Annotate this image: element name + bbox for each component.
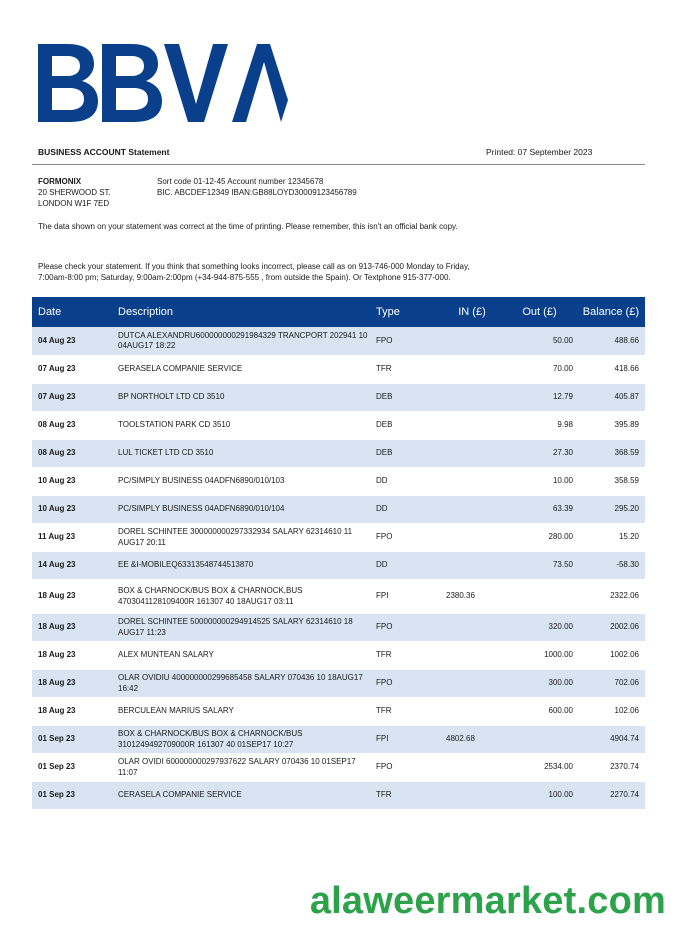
row-date: 10 Aug 23 xyxy=(38,504,76,514)
table-row xyxy=(32,384,645,412)
row-description: BOX & CHARNOCK/BUS BOX & CHARNOCK/BUS 3101249492709000R 161307 40 01SEP17 10:27 xyxy=(118,729,303,749)
header-description: Description xyxy=(118,306,174,318)
row-description: LUL TICKET LTD CD 3510 xyxy=(118,448,214,458)
row-out: 2534.00 xyxy=(544,762,573,772)
row-out: 63.39 xyxy=(552,504,573,514)
row-balance: 405.87 xyxy=(614,392,639,402)
table-row xyxy=(32,642,645,670)
row-type: FPO xyxy=(376,622,393,632)
address-line-1: 20 SHERWOOD ST. xyxy=(38,188,111,197)
row-description: OLAR OVIDI 600000000297937622 SALARY 070436 10 01SEP17 11:07 xyxy=(118,757,356,777)
printed-date: Printed: 07 September 2023 xyxy=(486,147,593,157)
row-date: 01 Sep 23 xyxy=(38,734,75,744)
row-balance: 358.59 xyxy=(614,476,639,486)
row-date: 01 Sep 23 xyxy=(38,790,75,800)
row-balance: 418.66 xyxy=(614,364,639,374)
row-balance: 2322.06 xyxy=(610,591,639,601)
row-out: 27.30 xyxy=(552,448,573,458)
table-row xyxy=(32,670,645,698)
table-header xyxy=(32,297,645,327)
row-date: 18 Aug 23 xyxy=(38,706,76,716)
table-body xyxy=(32,327,645,810)
customer-name: FORMONIX xyxy=(38,177,82,186)
row-description: DUTCA ALEXANDRU600000000291984329 TRANCPORT 202941 10 04AUG17 18:22 xyxy=(118,330,368,350)
transactions-table xyxy=(32,297,645,810)
row-balance: 2270.74 xyxy=(610,790,639,800)
row-type: FPO xyxy=(376,335,393,345)
row-description: DOREL SCHINTEE 500000000294914525 SALARY 62314610 18 AUG17 11:23 xyxy=(118,617,353,637)
row-balance: 2370.74 xyxy=(610,762,639,772)
row-type: FPO xyxy=(376,678,393,688)
row-date: 11 Aug 23 xyxy=(38,532,76,542)
table-row xyxy=(32,782,645,810)
row-type: FPO xyxy=(376,762,393,772)
row-balance: -58.30 xyxy=(616,560,639,570)
bic-iban: BIC. ABCDEF12349 IBAN:GB88LOYD30009123456789 xyxy=(157,188,357,197)
row-date: 07 Aug 23 xyxy=(38,364,76,374)
row-description: OLAR OVIDIU 400000000299685458 SALARY 070436 10 18AUG17 16:42 xyxy=(118,673,363,693)
row-description: BERCULEAN MARIUS SALARY xyxy=(118,706,234,716)
row-balance: 1002.06 xyxy=(610,650,639,660)
header-date: Date xyxy=(38,306,62,318)
header-out: Out (£) xyxy=(522,306,557,318)
row-balance: 102.06 xyxy=(614,706,639,716)
row-out: 320.00 xyxy=(548,622,573,632)
table-row xyxy=(32,496,645,524)
row-out: 9.98 xyxy=(557,420,573,430)
table-row xyxy=(32,440,645,468)
table-row xyxy=(32,524,645,552)
row-type: TFR xyxy=(376,790,392,800)
row-description: GERASELA COMPANIE SERVICE xyxy=(118,364,243,374)
watermark: alaweermarket.com xyxy=(309,880,666,922)
row-description: BOX & CHARNOCK/BUS BOX & CHARNOCK,BUS 4703041128109400R 161307 40 18AUG17 03:11 xyxy=(118,586,303,606)
header-divider xyxy=(32,164,645,165)
header-in: IN (£) xyxy=(458,306,486,318)
row-balance: 2002.06 xyxy=(610,622,639,632)
printing-notice: The data shown on your statement was correct at the time of printing. Please remember, this isn't an official bank copy. xyxy=(38,222,458,231)
table-row xyxy=(32,726,645,754)
row-date: 14 Aug 23 xyxy=(38,560,76,570)
statement-title: BUSINESS ACCOUNT Statement xyxy=(38,147,170,157)
row-in: 2380.36 xyxy=(446,591,475,601)
row-type: FPI xyxy=(376,591,389,601)
row-date: 04 Aug 23 xyxy=(38,335,76,345)
row-description: CERASELA COMPANIE SERVICE xyxy=(118,790,242,800)
table-row xyxy=(32,614,645,642)
row-balance: 295.20 xyxy=(614,504,639,514)
row-out: 600.00 xyxy=(548,706,573,716)
row-description: EE &I-MOBILEQ63313548744513870 xyxy=(118,560,254,570)
table-row xyxy=(32,580,645,614)
row-date: 18 Aug 23 xyxy=(38,591,76,601)
table-row xyxy=(32,468,645,496)
row-type: TFR xyxy=(376,706,392,716)
row-out: 10.00 xyxy=(552,476,573,486)
row-date: 10 Aug 23 xyxy=(38,476,76,486)
row-description: BP NORTHOLT LTD CD 3510 xyxy=(118,392,225,402)
header-balance: Balance (£) xyxy=(582,306,639,318)
row-description: TOOLSTATION PARK CD 3510 xyxy=(118,420,231,430)
row-description: PC/SIMPLY BUSINESS 04ADFN6890/010/103 xyxy=(118,476,285,486)
customer-address xyxy=(38,176,111,209)
row-balance: 368.59 xyxy=(614,448,639,458)
row-type: FPI xyxy=(376,734,389,744)
row-date: 07 Aug 23 xyxy=(38,392,76,402)
row-in: 4802.68 xyxy=(446,734,475,744)
bbva-logo xyxy=(38,40,288,126)
sort-code-account: Sort code 01-12-45 Account number 12345678 xyxy=(157,177,324,186)
row-out: 1000.00 xyxy=(544,650,573,660)
account-details xyxy=(157,176,357,198)
row-type: DD xyxy=(376,476,388,486)
table-row xyxy=(32,698,645,726)
table-row xyxy=(32,327,645,356)
header-type: Type xyxy=(376,306,400,318)
row-out: 12.79 xyxy=(552,392,573,402)
row-type: DD xyxy=(376,504,388,514)
row-balance: 4904.74 xyxy=(610,734,639,744)
row-type: DEB xyxy=(376,448,393,458)
row-description: PC/SIMPLY BUSINESS 04ADFN6890/010/104 xyxy=(118,504,285,514)
row-out: 280.00 xyxy=(548,532,573,542)
row-out: 50.00 xyxy=(552,335,573,345)
row-description: DOREL SCHINTEE 300000000297332934 SALARY 62314610 11 AUG17 20:11 xyxy=(118,527,353,547)
row-out: 73.50 xyxy=(552,560,573,570)
row-date: 18 Aug 23 xyxy=(38,678,76,688)
check-notice: Please check your statement. If you think that something looks incorrect, please call as on 913-746-000 Monday to Friday, 7:00am-8:00 pm; Saturday, 9:00am-2:00pm (+34-944-875-555 , from outside the Spain). Or Textphone 915-377-000. xyxy=(38,262,470,282)
row-out: 300.00 xyxy=(548,678,573,688)
row-out: 100.00 xyxy=(548,790,573,800)
row-balance: 15.20 xyxy=(618,532,639,542)
row-date: 08 Aug 23 xyxy=(38,448,76,458)
row-type: DEB xyxy=(376,420,393,430)
row-type: DEB xyxy=(376,392,393,402)
row-balance: 488.66 xyxy=(614,335,639,345)
table-row xyxy=(32,552,645,580)
row-balance: 702.06 xyxy=(614,678,639,688)
address-line-2: LONDON W1F 7ED xyxy=(38,199,110,208)
row-type: TFR xyxy=(376,364,392,374)
row-type: DD xyxy=(376,560,388,570)
row-out: 70.00 xyxy=(552,364,573,374)
row-date: 18 Aug 23 xyxy=(38,622,76,632)
row-type: TFR xyxy=(376,650,392,660)
row-date: 01 Sep 23 xyxy=(38,762,75,772)
row-date: 08 Aug 23 xyxy=(38,420,76,430)
table-row xyxy=(32,412,645,440)
row-date: 18 Aug 23 xyxy=(38,650,76,660)
row-balance: 395.89 xyxy=(614,420,639,430)
row-type: FPO xyxy=(376,532,393,542)
table-row xyxy=(32,356,645,384)
row-description: ALEX MUNTEAN SALARY xyxy=(118,650,214,660)
table-row xyxy=(32,754,645,782)
